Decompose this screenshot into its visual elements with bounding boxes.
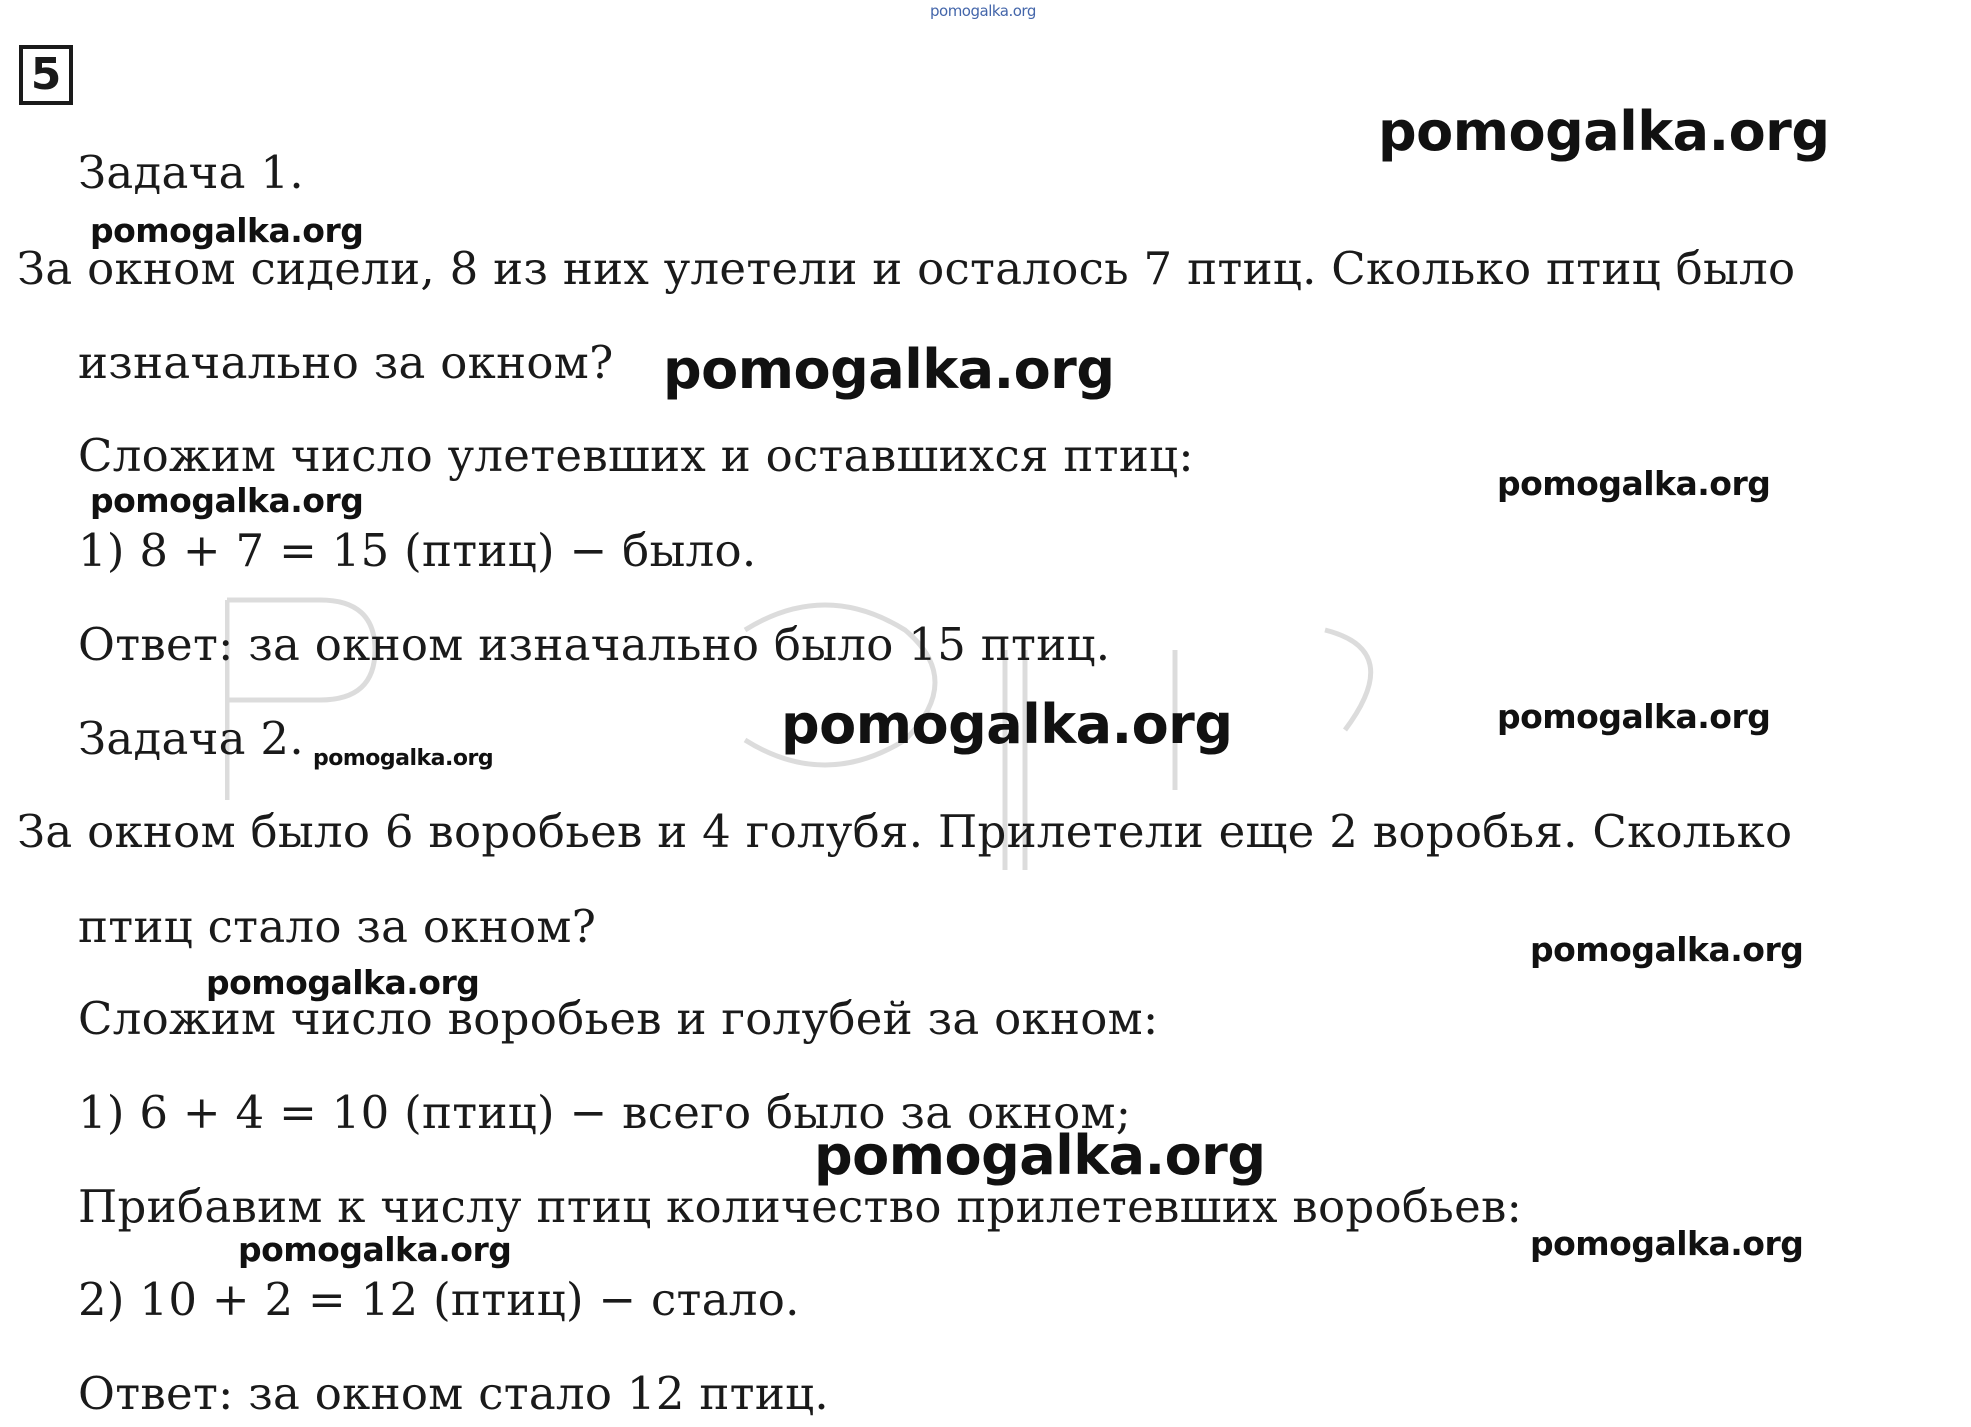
watermark: pomogalka.org [814, 1124, 1266, 1187]
watermark: pomogalka.org [1378, 100, 1830, 163]
task-number-badge: 5 [19, 45, 73, 105]
watermark: pomogalka.org [90, 481, 364, 520]
task1-step-intro: Сложим число улетевших и оставшихся птиц: [78, 429, 1194, 482]
task2-condition-line2: птиц стало за окном? [78, 900, 597, 953]
task2-step2: 2) 10 + 2 = 12 (птиц) − стало. [78, 1273, 800, 1326]
task2-condition-line1: За окном было 6 воробьев и 4 голубя. Прилетели еще 2 воробья. Сколько [17, 805, 1793, 858]
watermark: pomogalka.org [238, 1230, 512, 1269]
task1-condition-line2: изначально за окном? [78, 336, 614, 389]
watermark: pomogalka.org [1497, 697, 1771, 736]
task1-answer: Ответ: за окном изначально было 15 птиц. [78, 618, 1111, 671]
task2-title: Задача 2. [78, 712, 304, 765]
task1-step1: 1) 8 + 7 = 15 (птиц) − было. [78, 524, 757, 577]
watermark: pomogalka.org [1497, 464, 1771, 503]
task2-step1-intro: Сложим число воробьев и голубей за окном: [78, 992, 1159, 1045]
task1-condition-line1: За окном сидели, 8 из них улетели и осталось 7 птиц. Сколько птиц было [17, 242, 1796, 295]
source-link[interactable]: pomogalka.org [930, 2, 1036, 20]
watermark: pomogalka.org [313, 746, 494, 771]
task2-step1: 1) 6 + 4 = 10 (птиц) − всего было за окном; [78, 1086, 1132, 1139]
task2-answer: Ответ: за окном стало 12 птиц. [78, 1367, 829, 1420]
task1-title: Задача 1. [78, 146, 304, 199]
watermark: pomogalka.org [90, 211, 364, 250]
watermark: pomogalka.org [1530, 1224, 1804, 1263]
watermark: pomogalka.org [663, 338, 1115, 401]
task2-step2-intro: Прибавим к числу птиц количество прилетевших воробьев: [78, 1180, 1523, 1233]
watermark: pomogalka.org [206, 963, 480, 1002]
watermark: pomogalka.org [1530, 930, 1804, 969]
watermark: pomogalka.org [781, 693, 1233, 756]
